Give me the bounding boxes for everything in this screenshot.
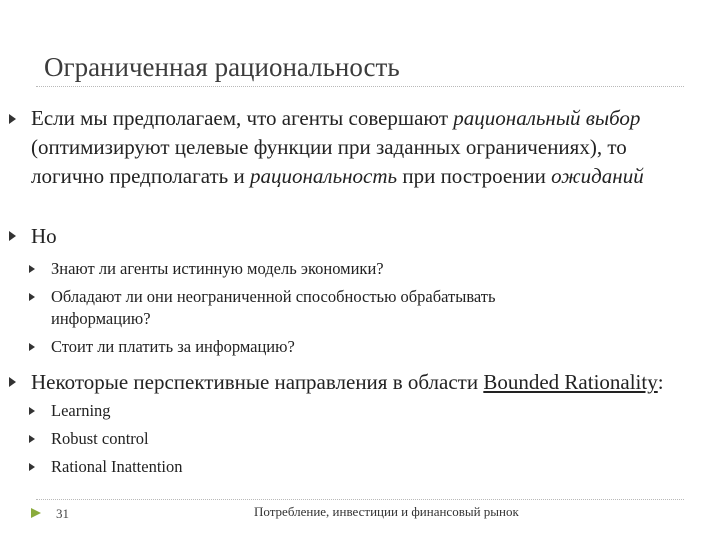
sub-bullet-arrow-icon: [29, 435, 35, 443]
sub-bullet-arrow-icon: [29, 265, 35, 273]
sub-bullet-learning: Learning: [51, 401, 111, 420]
sub-bullet-robust-control: Robust control: [51, 429, 149, 448]
bounded-rationality-link[interactable]: Bounded Rationality: [483, 370, 658, 394]
sub-bullet-arrow-icon: [29, 407, 35, 415]
footer-divider: [36, 499, 684, 500]
footer-marker-icon: [30, 506, 44, 520]
sub-bullet-arrow-icon: [29, 293, 35, 301]
title-divider: [36, 86, 684, 87]
bullet-text-rational-choice: Если мы предполагаем, что агенты совершают рациональный выбор (оптимизируют целевые функции при заданных ограничениях), то логично предполагать и рациональность при построении ожиданий: [31, 106, 644, 188]
sub-bullet-pay-for-info: Стоит ли платить за информацию?: [51, 337, 295, 356]
bullet-text-directions: Некоторые перспективные направления в области Bounded Rationality:: [31, 370, 664, 394]
bullet-arrow-icon: [9, 231, 16, 241]
sub-bullet-processing-ability-cont: информацию?: [51, 309, 151, 328]
sub-bullet-arrow-icon: [29, 343, 35, 351]
slide-title: Ограниченная рациональность: [44, 52, 400, 82]
footer-caption: Потребление, инвестиции и финансовый рынок: [254, 504, 519, 519]
bullet-arrow-icon: [9, 114, 16, 124]
sub-bullet-rational-inattention: Rational Inattention: [51, 457, 183, 476]
sub-bullet-true-model: Знают ли агенты истинную модель экономики?: [51, 259, 384, 278]
sub-bullet-arrow-icon: [29, 463, 35, 471]
sub-bullet-processing-ability: Обладают ли они неограниченной способностью обрабатывать: [51, 287, 496, 306]
bullet-arrow-icon: [9, 377, 16, 387]
page-number: 31: [56, 506, 69, 521]
bullet-text-but: Но: [31, 224, 57, 248]
